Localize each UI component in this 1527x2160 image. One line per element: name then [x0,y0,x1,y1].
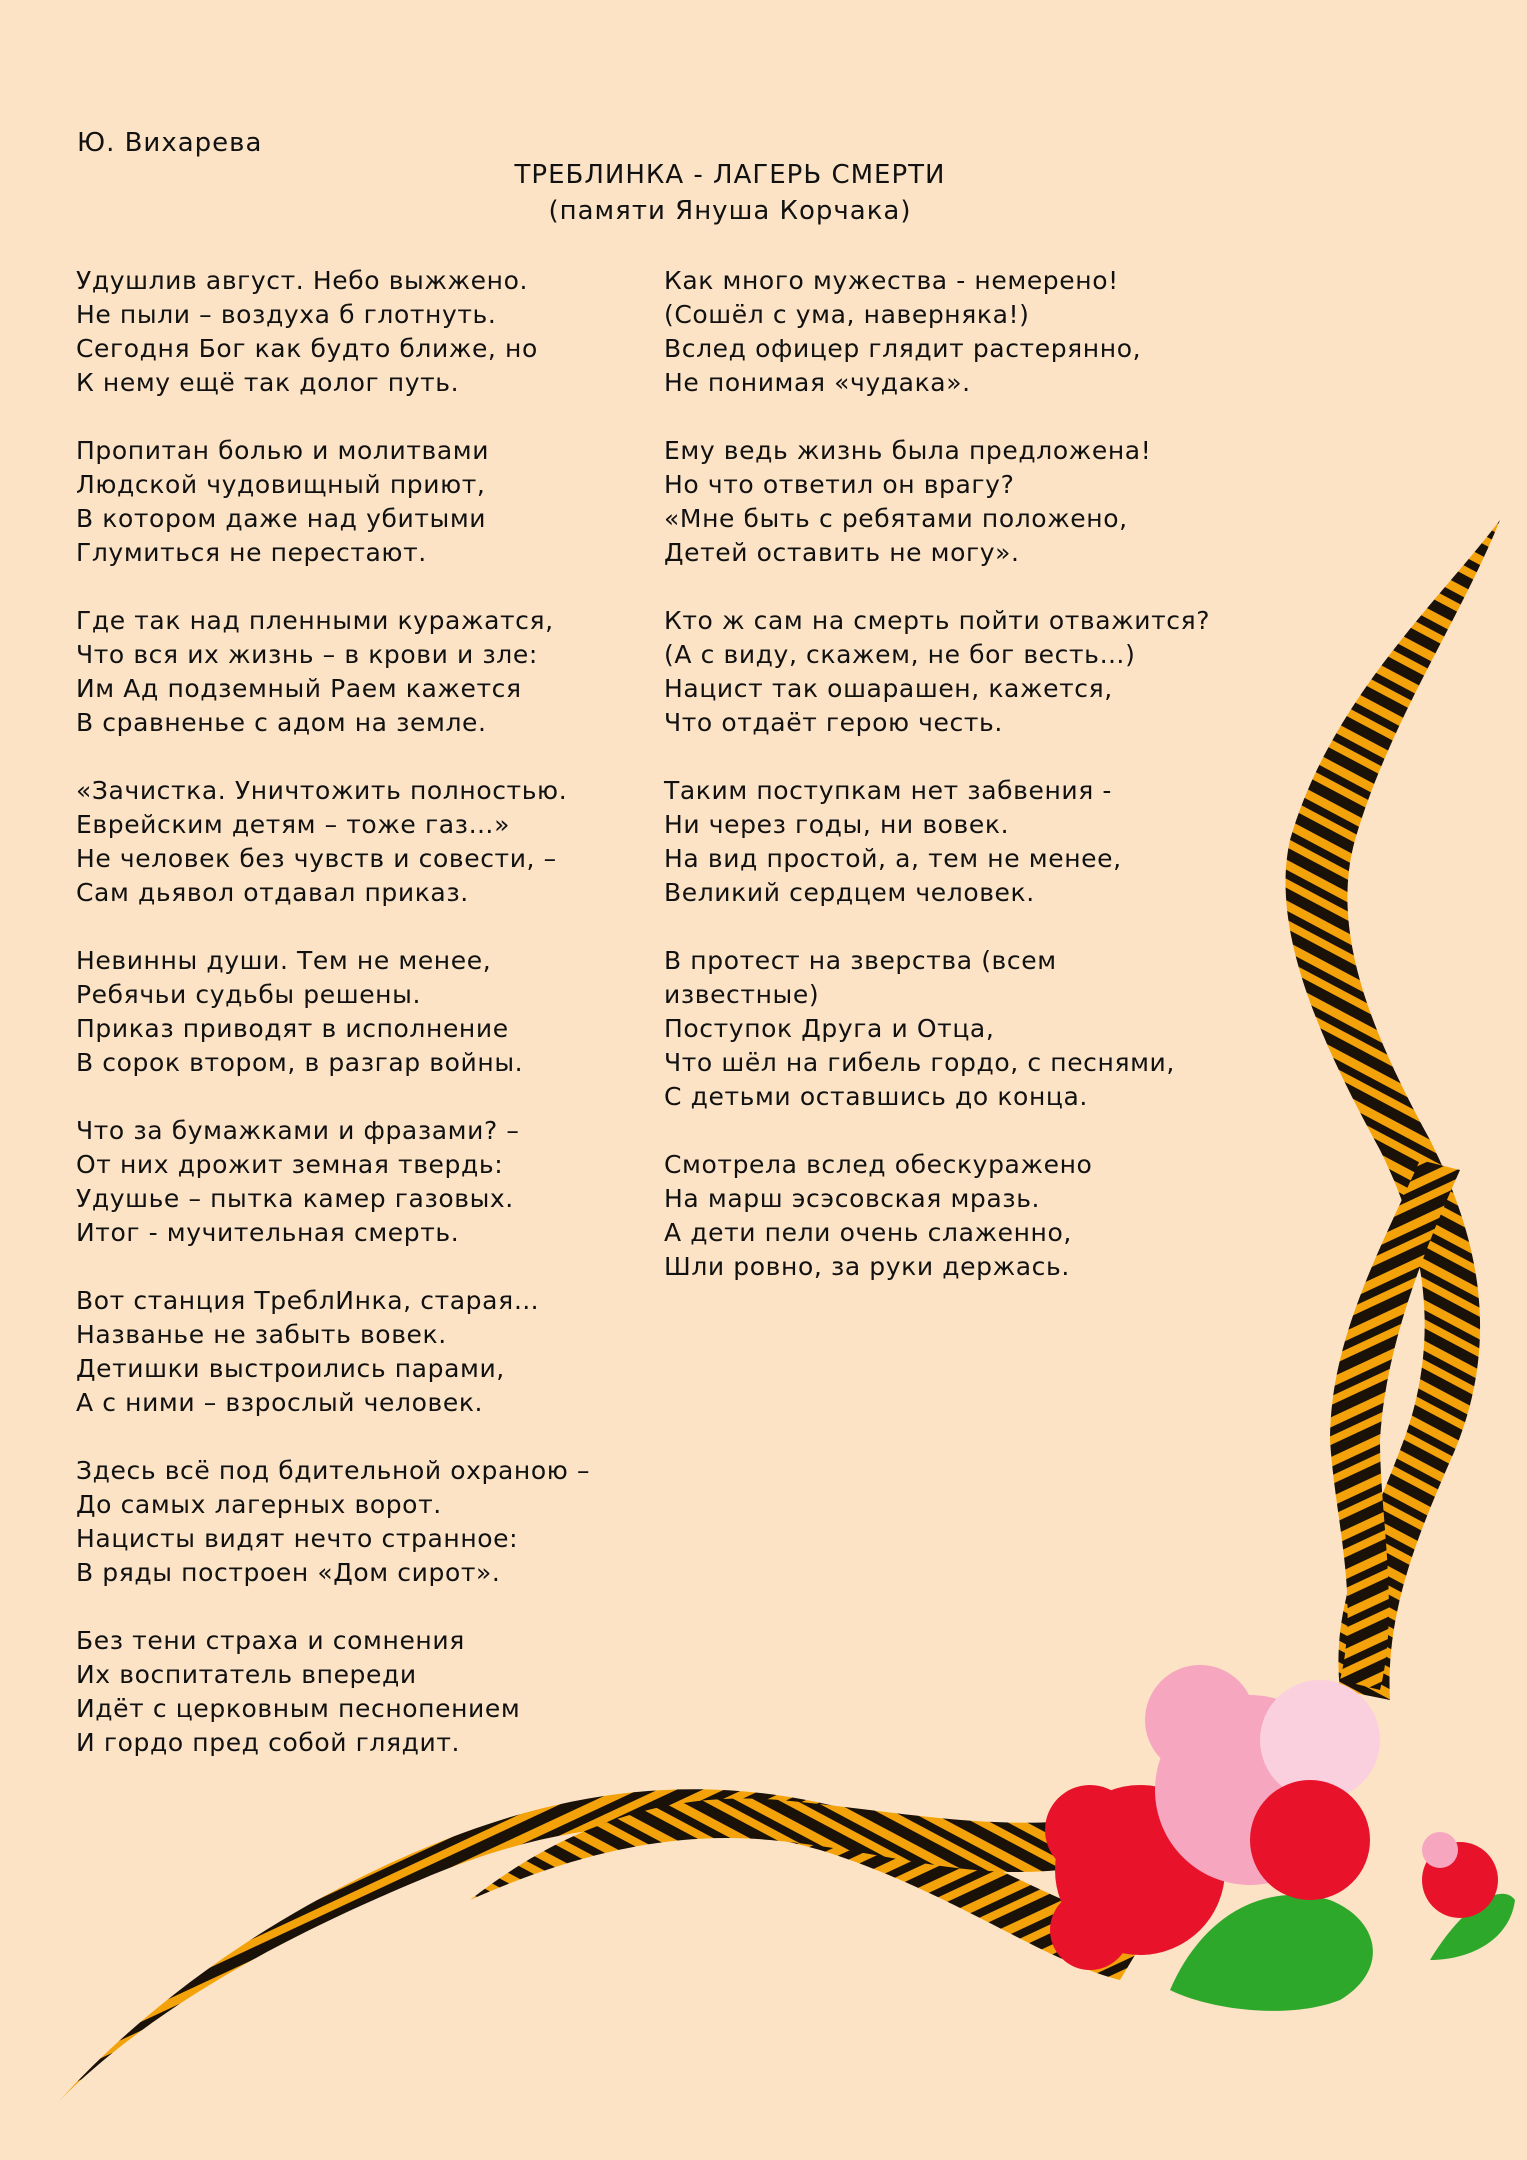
poem-line: А с ними – взрослый человек. [76,1388,484,1417]
poem-line: Вслед офицер глядит растерянно, [664,334,1142,363]
poem-line: Им Ад подземный Раем кажется [76,674,522,703]
poem-line: Поступок Друга и Отца, [664,1014,995,1043]
poem-line: Невинны души. Тем не менее, [76,946,492,975]
poem-line: Ни через годы, ни вовек. [664,810,1010,839]
author-name: Ю. Вихарева [77,128,263,158]
poem-line: Что шёл на гибель гордо, с песнями, [664,1048,1175,1077]
poem-line: В котором даже над убитыми [76,504,487,533]
poem-line: Великий сердцем человек. [664,878,1035,907]
poem-line: А дети пели очень слаженно, [664,1218,1072,1247]
poem-line: К нему ещё так долог путь. [76,368,460,397]
poem-line: Пропитан болью и молитвами [76,436,490,465]
poem-line: Сегодня Бог как будто ближе, но [76,334,538,363]
poem-line: Глумиться не перестают. [76,538,427,567]
stanza [76,264,676,400]
poem-line: В протест на зверства (всем [664,946,1057,975]
poem-line: Что отдаёт герою честь. [664,708,1003,737]
poem-line: Без тени страха и сомнения [76,1626,465,1655]
poem-line: Нацисты видят нечто странное: [76,1524,519,1553]
poem-line: Названье не забыть вовек. [76,1320,447,1349]
poem-line: На вид простой, а, тем не менее, [664,844,1122,873]
poem-line: И гордо пред собой глядит. [76,1728,461,1757]
poem-line: Детишки выстроились парами, [76,1354,505,1383]
poem-subtitle: (памяти Януша Корчака) [548,196,912,226]
stanza [76,1454,676,1590]
poem-line: Где так над пленными куражатся, [76,606,554,635]
carnation-flowers-icon [1045,1665,1515,2011]
stanza [76,774,676,910]
poem-line: От них дрожит земная твердь: [76,1150,504,1179]
stanza [664,774,1314,910]
poem-line: «Мне быть с ребятами положено, [664,504,1128,533]
stanza [664,434,1314,570]
stanza [664,944,1314,1114]
poem-line: Нацист так ошарашен, кажется, [664,674,1113,703]
poem-line: Итог - мучительная смерть. [76,1218,460,1247]
poem-line: Удушлив август. Небо выжжено. [76,266,529,295]
poem-line: Здесь всё под бдительной охраною – [76,1456,591,1485]
poem-line: Приказ приводят в исполнение [76,1014,509,1043]
poem-line: Смотрела вслед обескуражено [664,1150,1093,1179]
poem-line: С детьми оставшись до конца. [664,1082,1088,1111]
stanza [76,1284,676,1420]
poem-line: Идёт с церковным песнопением [76,1694,521,1723]
stanza [76,1624,676,1760]
poem-line: Людской чудовищный приют, [76,470,486,499]
poem-line: Еврейским детям – тоже газ…» [76,810,510,839]
stanza [664,264,1314,400]
stanza [664,1148,1314,1284]
poem-column-left [76,264,676,1794]
poem-line: Как много мужества - немерено! [664,266,1119,295]
poem-line: Не понимая «чудака». [664,368,971,397]
stanza [76,434,676,570]
poem-line: Что за бумажками и фразами? – [76,1116,520,1145]
poem-line: Не пыли – воздуха б глотнуть. [76,300,497,329]
ribbon-horizontal-band [60,1789,1150,2100]
stanza [76,1114,676,1250]
stanza [76,944,676,1080]
poem-line: В сорок втором, в разгар войны. [76,1048,524,1077]
poem-line: Не человек без чувств и совести, – [76,844,557,873]
poem-line: Вот станция ТреблИнка, старая… [76,1286,540,1315]
poem-line: Кто ж сам на смерть пойти отважится? [664,606,1211,635]
poem-line: Сам дьявол отдавал приказ. [76,878,469,907]
poem-line: Шли ровно, за руки держась. [664,1252,1070,1281]
poem-line: В сравненье с адом на земле. [76,708,487,737]
poem-line: Удушье – пытка камер газовых. [76,1184,514,1213]
poem-line: (Сошёл с ума, наверняка!) [664,300,1030,329]
poem-line: Что вся их жизнь – в крови и зле: [76,640,538,669]
poem-line: Их воспитатель впереди [76,1660,417,1689]
poem-line: На марш эсэсовская мразь. [664,1184,1041,1213]
poem-title: ТРЕБЛИНКА - ЛАГЕРЬ СМЕРТИ [514,160,946,190]
poem-line: До самых лагерных ворот. [76,1490,442,1519]
ribbon-horizontal-band-2 [470,1798,1080,1900]
poem-column-right [664,264,1314,1318]
poem-line: Таким поступкам нет забвения - [664,776,1113,805]
poem-line: (А с виду, скажем, не бог весть…) [664,640,1136,669]
ribbon-vertical-band-2 [1330,1160,1460,1690]
poem-line: В ряды построен «Дом сирот». [76,1558,501,1587]
poem-line: Детей оставить не могу». [664,538,1020,567]
poem-line: «Зачистка. Уничтожить полностью. [76,776,568,805]
poem-line: Ребячьи судьбы решены. [76,980,422,1009]
poem-line: Но что ответил он врагу? [664,470,1015,499]
stanza [664,604,1314,740]
ribbon-vertical-band [1286,520,1500,1700]
poem-line: известные) [664,980,820,1009]
stanza [76,604,676,740]
poem-line: Ему ведь жизнь была предложена! [664,436,1152,465]
